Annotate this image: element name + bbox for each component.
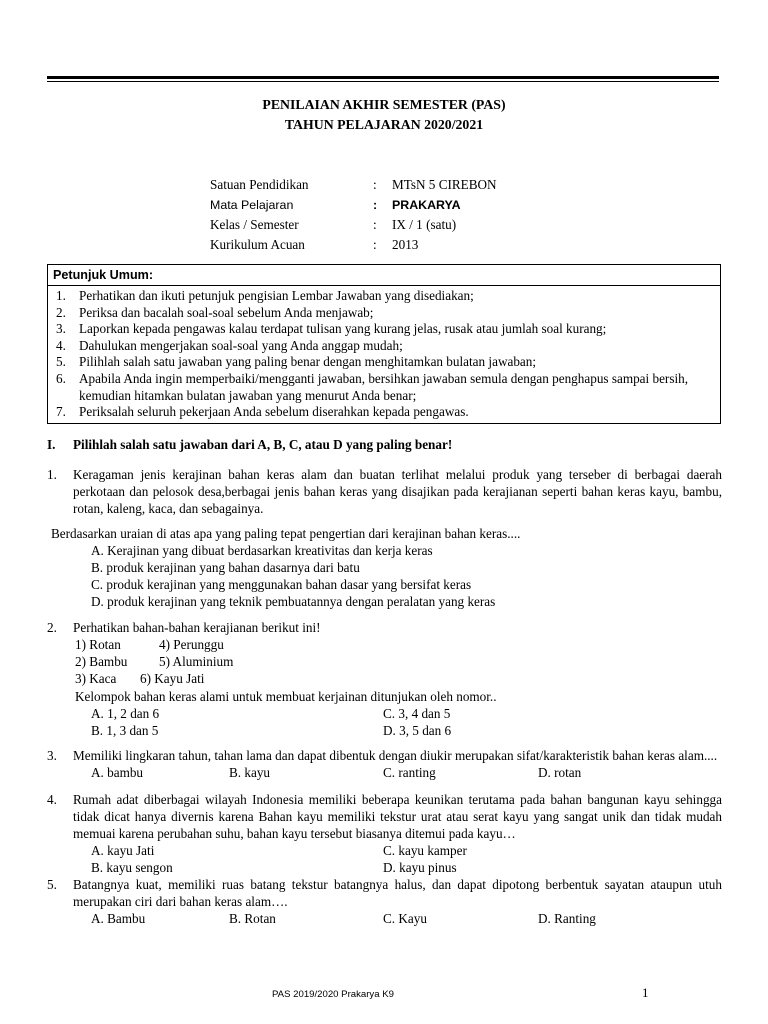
info-row-subject: Mata Pelajaran : PRAKARYA [210,198,461,212]
question-2: 2. Perhatikan bahan-bahan kerajianan berikut ini! [47,620,321,635]
header-rule-thin [47,81,719,82]
material-row: 3) Kaca 6) Kayu Jati [75,671,205,686]
instructions-title: Petunjuk Umum: [48,265,720,286]
option: B. 1, 3 dan 5 [91,723,159,738]
option: D. Ranting [538,911,596,926]
instruction-item: 4. Dahulukan mengerjakan soal-soal yang Anda anggap mudah; [56,337,403,353]
instruction-item: 3. Laporkan kepada pengawas kalau terdapat tulisan yang kurang jelas, rusak atau jumlah soal kurang; [56,321,607,337]
section-heading: I. Pilihlah salah satu jawaban dari A, B, C, atau D yang paling benar! [47,437,453,452]
option: C. produk kerajinan yang menggunakan bahan dasar yang bersifat keras [91,577,472,592]
instruction-item: 1. Perhatikan dan ikuti petunjuk pengisian Lembar Jawaban yang disediakan; [56,288,474,303]
option: D. rotan [538,765,582,780]
option: B. produk kerajinan yang bahan dasarnya dari batu [91,560,360,575]
option: D. kayu pinus [383,860,457,875]
header-rule-thick [47,76,719,79]
questions [47,466,722,927]
question-2-options [47,705,722,739]
option: A. 1, 2 dan 6 [91,706,160,721]
option: C. ranting [383,765,436,780]
question-1-options [47,542,722,610]
option: C. 3, 4 dan 5 [383,706,451,721]
instruction-item: 6. Apabila Anda ingin memperbaiki/mengganti jawaban, bersihkan jawaban semula dengan penghapus sampai bersih, kemudian hitamkan bulatan jawaban yang menurut Anda benar; [56,370,689,403]
instruction-item: 7. Periksalah seluruh pekerjaan Anda sebelum diserahkan kepada pengawas. [56,404,469,420]
question-5-options [47,910,722,927]
exam-info [210,175,497,255]
info-row-curriculum: Kurikulum Acuan : 2013 [210,237,419,252]
instructions-list [48,286,720,423]
instruction-item: 5. Pilihlah salah satu jawaban yang paling benar dengan menghitamkan bulatan jawaban; [56,354,537,370]
question-1: 1. Keragaman jenis kerajinan bahan keras alam dan buatan terlihat melalui produk yang terseber di berbagai daerah perkotaan dan pelosok desa,berbagai jenis bahan keras yang disajikan pada kerajianan seperti bahan keras kayu, bambu, rotan, kaleng, kaca, dan sebagainya. [47,467,722,516]
question-4-options [47,842,722,876]
option: D. produk kerajinan yang teknik pembuatannya dengan peralatan yang keras [91,594,496,609]
instruction-item: 2. Periksa dan bacalah soal-soal sebelum Anda menjawab; [56,304,374,320]
instructions-box [47,264,721,424]
material-row: 2) Bambu 5) Aluminium [75,654,234,669]
page-footer: PAS 2019/2020 Prakarya K9 [272,989,394,1000]
info-row-class: Kelas / Semester : IX / 1 (satu) [210,217,457,232]
question-3-options [47,764,722,781]
option: A. Kerajinan yang dibuat berdasarkan kreativitas dan kerja keras [91,543,433,558]
option: A. Bambu [91,911,146,926]
info-row-school: Satuan Pendidikan : MTsN 5 CIREBON [210,177,497,192]
option: C. Kayu [383,911,427,926]
exam-title: PENILAIAN AKHIR SEMESTER (PAS) [262,97,506,112]
question-3: 3. Memiliki lingkaran tahun, tahan lama dan dapat dibentuk dengan diukir merupakan sifat/karakteristik bahan keras alam.... [47,748,718,763]
material-row: 1) Rotan 4) Perunggu [75,637,224,652]
option: D. 3, 5 dan 6 [383,723,452,738]
option: A. bambu [91,765,144,780]
exam-year: TAHUN PELAJARAN 2020/2021 [284,117,484,132]
option: B. kayu [229,765,271,780]
option: B. kayu sengon [91,860,173,875]
question-2-stem: Kelompok bahan keras alami untuk membuat kerjainan ditunjukan oleh nomor.. [75,689,497,704]
question-4: 4. Rumah adat diberbagai wilayah Indonesia memiliki beberapa keunikan terutama pada bahan bangunan kayu sehingga tidak dicat hanya divernis karena Bahan kayu memiliki tekstur urat atau serat kayu yang sangat unik dan tidak mudah memuai karena perubahan suhu, bahan kayu tersebut biasanya ditemui pada kayu… [47,792,722,841]
option: A. kayu Jati [91,843,155,858]
option: B. Rotan [229,911,276,926]
page-number: 1 [642,985,649,1000]
option: C. kayu kamper [383,843,467,858]
question-5: 5. Batangnya kuat, memiliki ruas batang tekstur batangnya halus, dan dapat dipotong berbentuk sayatan ataupun utuh merupakan ciri dari bahan keras alam…. [47,877,722,909]
question-1-stem: Berdasarkan uraian di atas apa yang paling tepat pengertian dari kerajinan bahan keras.... [51,526,521,541]
